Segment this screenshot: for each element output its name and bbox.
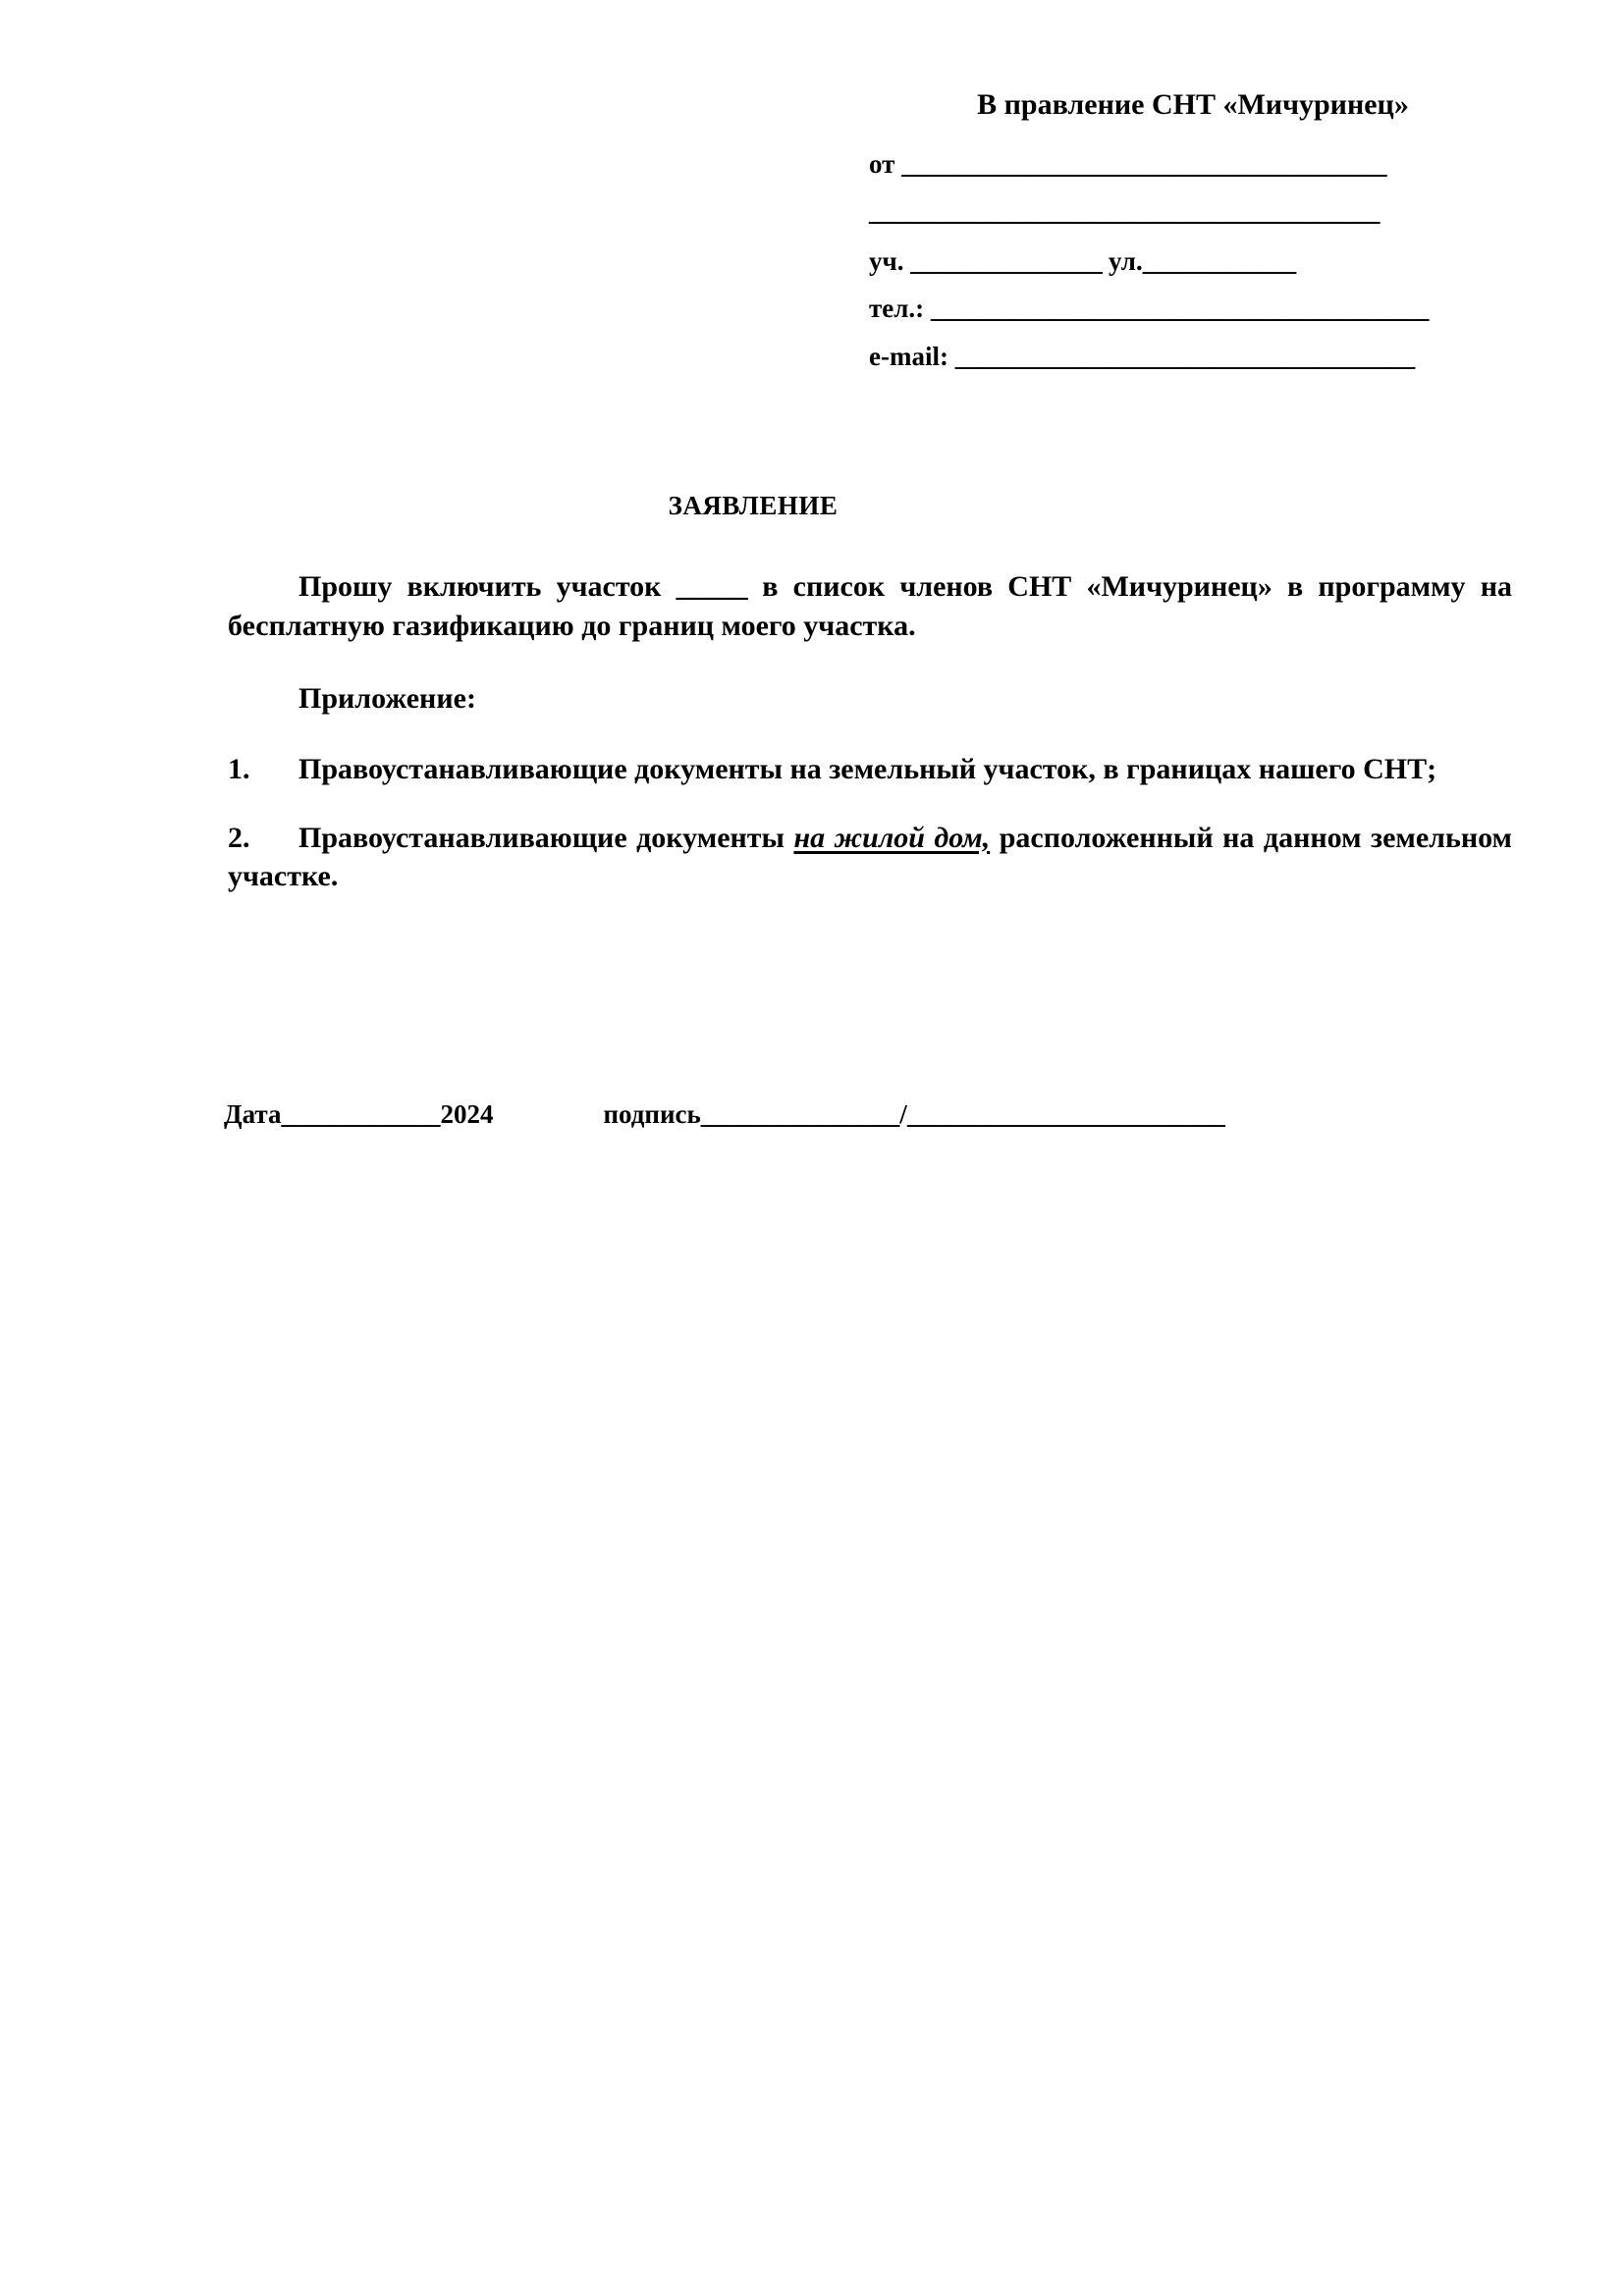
field-label-street: ул. xyxy=(1108,245,1143,276)
field-row-email xyxy=(869,340,1517,374)
signature-separator: / xyxy=(899,1099,907,1129)
statement-heading-text: ЗАЯВЛЕНИЕ xyxy=(668,491,839,520)
signature-rule-left[interactable]: _______________ xyxy=(700,1099,900,1129)
document-body xyxy=(228,567,1512,926)
field-rule-email[interactable]: ____________________________________ xyxy=(954,341,1415,371)
addressee-title: В правление СНТ «Мичуринец» xyxy=(977,88,1409,121)
statement-heading xyxy=(0,491,1624,521)
field-rule-street[interactable]: ____________ xyxy=(1142,245,1296,276)
field-label-from: от xyxy=(869,148,895,179)
addressee-block xyxy=(869,86,1517,387)
field-rule-from[interactable]: ______________________________________ xyxy=(901,148,1387,179)
date-year: 2024 xyxy=(440,1099,494,1129)
list-item xyxy=(228,819,1512,897)
list-item xyxy=(228,750,1512,789)
signature-rule-right[interactable]: ________________________ xyxy=(906,1099,1225,1129)
field-label-email: e-mail: xyxy=(869,341,948,371)
field-row-from xyxy=(869,147,1517,182)
signature-field xyxy=(603,1099,1224,1130)
list-item-text: Правоустанавливающие документы xyxy=(298,821,794,854)
request-paragraph xyxy=(228,567,1512,646)
field-label-phone: тел.: xyxy=(869,294,925,324)
request-text-part1: Прошу включить участок xyxy=(298,570,677,603)
list-item-number: 1. xyxy=(228,752,250,785)
field-row-phone xyxy=(869,292,1517,326)
field-rule-plot[interactable]: _______________ xyxy=(910,245,1103,276)
date-label: Дата xyxy=(224,1099,282,1129)
request-plot-blank[interactable]: _____ xyxy=(676,570,748,603)
list-item-tail: расположенный на данном земельном участке. xyxy=(228,821,1512,893)
field-rule-from-continued[interactable]: ________________________________________ xyxy=(869,196,1380,227)
attachment-title: Приложение: xyxy=(298,681,476,715)
date-rule[interactable]: ____________ xyxy=(281,1099,441,1129)
field-row-from-continued xyxy=(869,194,1517,229)
document-footer xyxy=(224,1099,1520,1130)
field-label-plot: уч. xyxy=(869,245,904,276)
attachment-list xyxy=(228,750,1512,897)
field-rule-phone[interactable]: _______________________________________ xyxy=(930,294,1429,324)
signature-label: подпись xyxy=(603,1099,701,1129)
list-item-emphasis: на жилой дом, xyxy=(793,821,991,854)
list-item-number: 2. xyxy=(228,821,250,854)
request-text-part2: в список членов СНТ «Мичуринец» в программу на бесплатную газификацию до границ моего участка. xyxy=(228,570,1512,642)
list-item-text: Правоустанавливающие документы на земельный участок, в границах нашего СНТ; xyxy=(298,752,1437,785)
date-field xyxy=(224,1099,493,1130)
field-row-plot-street xyxy=(869,244,1517,279)
